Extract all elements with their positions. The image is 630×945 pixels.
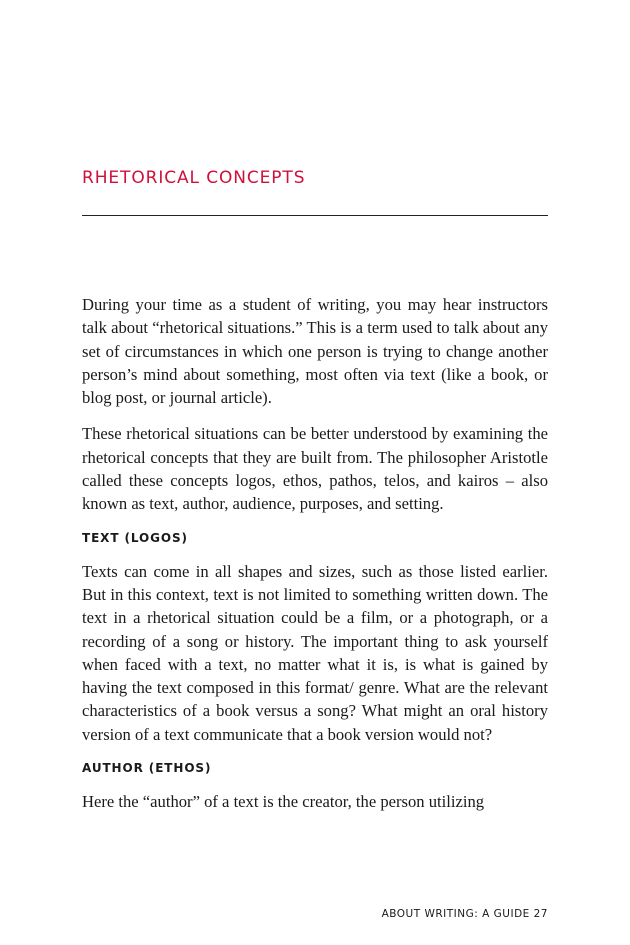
chapter-title: RHETORICAL CONCEPTS	[82, 168, 306, 188]
intro-paragraph-2: These rhetorical situations can be better understood by examining the rhetorical concepts that they are built from. The philosopher Aristotle called these concepts logos, ethos, pathos, telos, and kairos – also known as text, author, audience, purposes, and setting.	[82, 424, 548, 514]
section-paragraph-text-logos: Texts can come in all shapes and sizes, such as those listed earlier. But in this context, text is not limited to something written down. The text in a rhetorical situation could be a film, or a photograph, or a recording of a song or history. The important thing to ask yourself when faced with a text, no matter what it is, is what is gained by having the text composed in this format/ genre. What are the relevant characteristics of a book versus a song? What might an oral history version of a text communicate that a book version would not?	[82, 561, 548, 744]
page-footer: ABOUT WRITING: A GUIDE 27	[381, 908, 548, 920]
section-heading-author-ethos: AUTHOR (ETHOS)	[82, 761, 212, 776]
title-divider	[82, 215, 548, 216]
section-paragraph-author-ethos: Here the “author” of a text is the creator, the person utilizing	[82, 792, 485, 812]
section-heading-text-logos: TEXT (LOGOS)	[82, 530, 188, 545]
body-text	[82, 293, 548, 826]
intro-paragraph-1: During your time as a student of writing, you may hear instructors talk about “rhetorical situations.” This is a term used to talk about any set of circumstances in which one person is trying to change another person’s mind about something, most often via text (like a book, or blog post, or journal article).	[82, 295, 548, 408]
